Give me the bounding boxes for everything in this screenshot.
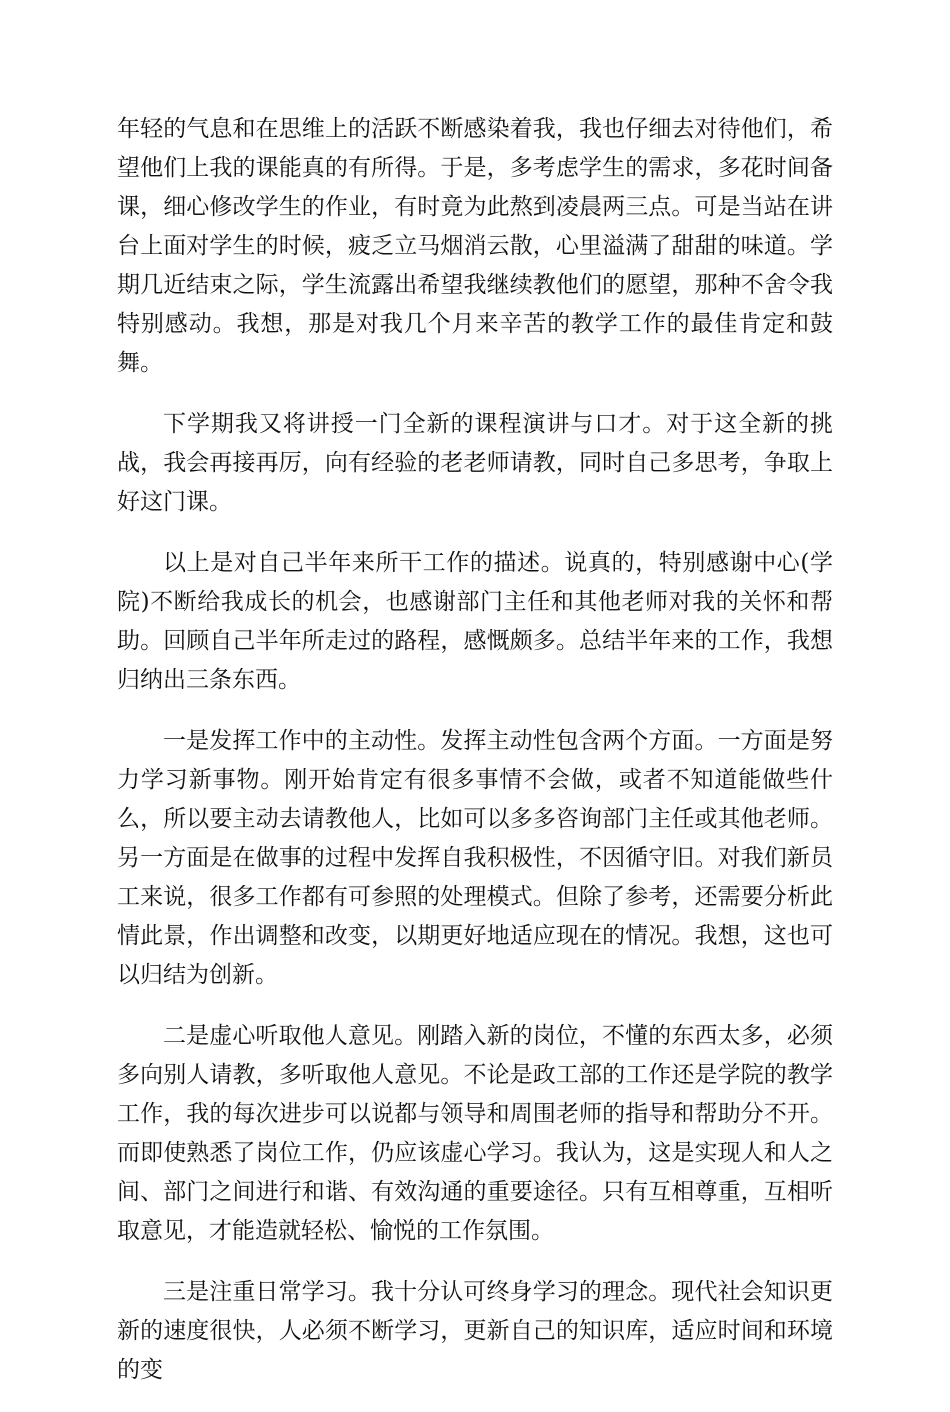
paragraph-summary-intro: 以上是对自己半年来所干工作的描述。说真的，特别感谢中心(学院)不断给我成长的机会，也感谢部门主任和其他老师对我的关怀和帮助。回顾自己半年所走过的路程，感慨颇多。总结半年来的工作，我想归纳出三条东西。 xyxy=(117,550,833,693)
document-body xyxy=(117,110,833,1412)
paragraph-point-three: 三是注重日常学习。我十分认可终身学习的理念。现代社会知识更新的速度很快，人必须不断学习，更新自己的知识库，适应时间和环境的变 xyxy=(117,1279,833,1383)
paragraph-point-two: 二是虚心听取他人意见。刚踏入新的岗位，不懂的东西太多，必须多向别人请教，多听取他人意见。不论是政工部的工作还是学院的教学工作，我的每次进步可以说都与领导和周围老师的指导和帮助分不开。而即使熟悉了岗位工作，仍应该虚心学习。我认为，这是实现人和人之间、部门之间进行和谐、有效沟通的重要途径。只有互相尊重，互相听取意见，才能造就轻松、愉悦的工作氛围。 xyxy=(117,1023,833,1244)
paragraph-point-one: 一是发挥工作中的主动性。发挥主动性包含两个方面。一方面是努力学习新事物。刚开始肯定有很多事情不会做，或者不知道能做些什么，所以要主动去请教他人，比如可以多多咨询部门主任或其他老师。另一方面是在做事的过程中发挥自我积极性，不因循守旧。对我们新员工来说，很多工作都有可参照的处理模式。但除了参考，还需要分析此情此景，作出调整和改变，以期更好地适应现在的情况。我想，这也可以归结为创新。 xyxy=(117,728,833,988)
paragraph-next-semester: 下学期我又将讲授一门全新的课程演讲与口才。对于这全新的挑战，我会再接再厉，向有经验的老老师请教，同时自己多思考，争取上好这门课。 xyxy=(117,411,833,515)
paragraph-continuation: 年轻的气息和在思维上的活跃不断感染着我，我也仔细去对待他们，希望他们上我的课能真的有所得。于是，多考虑学生的需求，多花时间备课，细心修改学生的作业，有时竟为此熬到凌晨两三点。可是当站在讲台上面对学生的时候，疲乏立马烟消云散，心里溢满了甜甜的味道。学期几近结束之际，学生流露出希望我继续教他们的愿望，那种不舍令我特别感动。我想，那是对我几个月来辛苦的教学工作的最佳肯定和鼓舞。 xyxy=(117,116,833,376)
